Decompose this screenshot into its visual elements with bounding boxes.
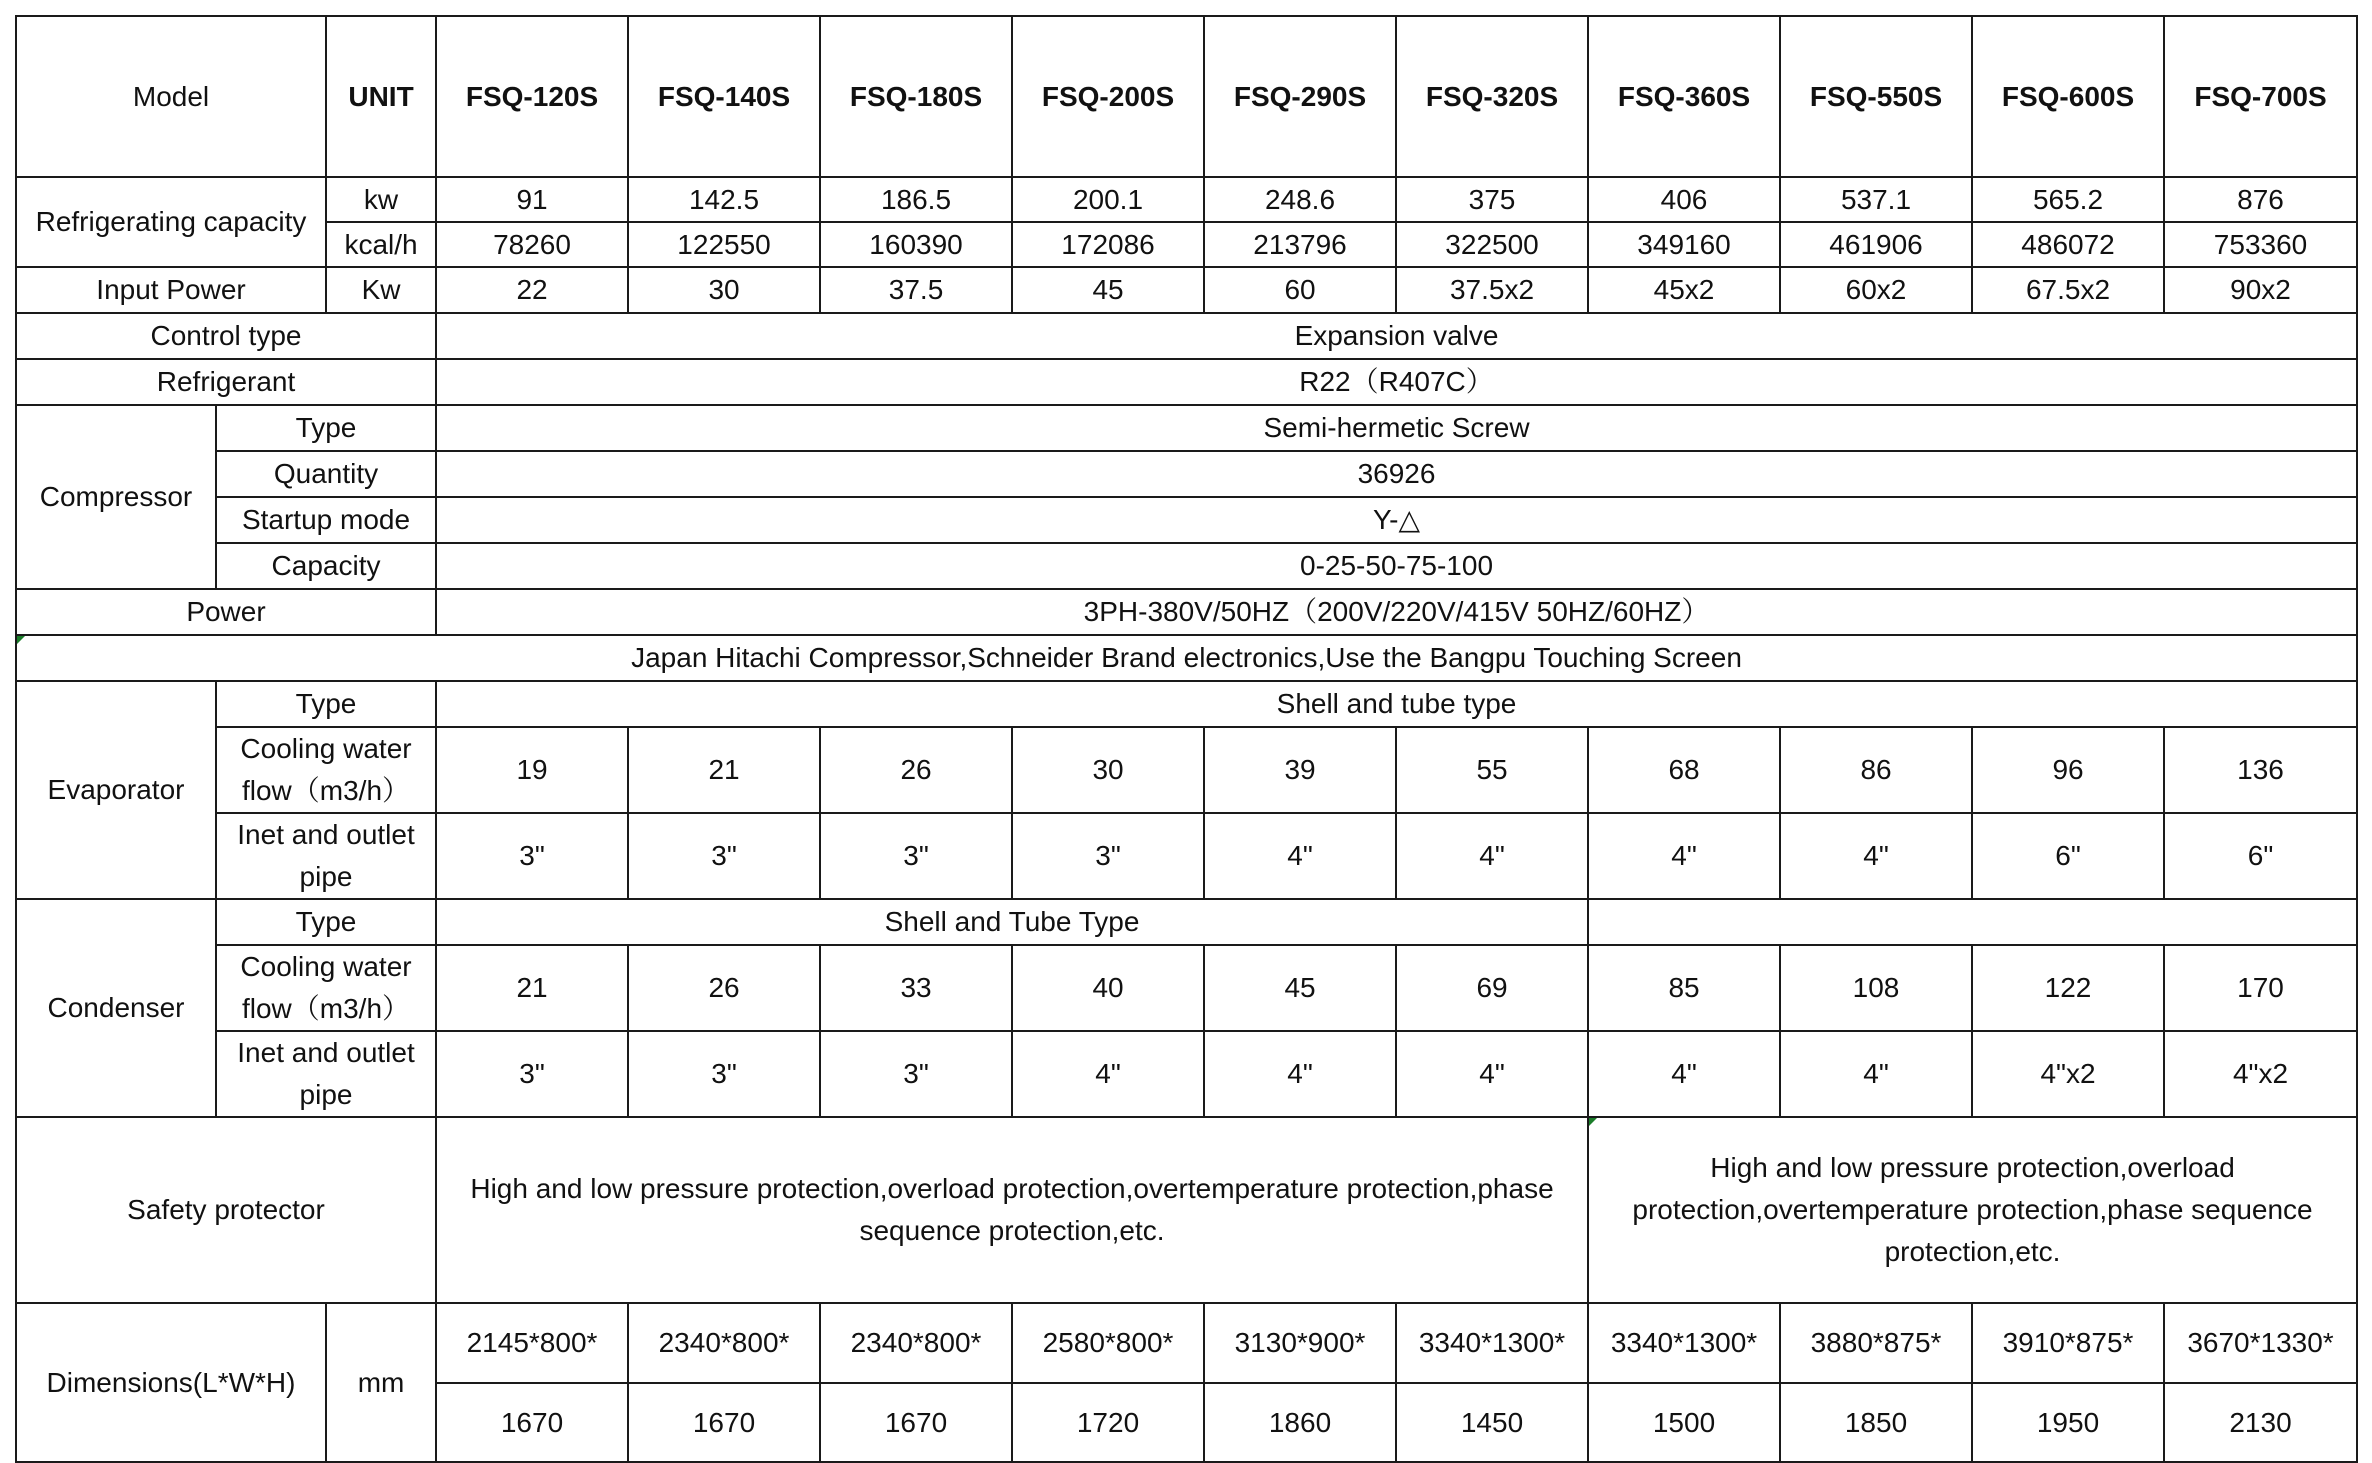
unit-cell: kw bbox=[326, 177, 436, 222]
header-row bbox=[16, 16, 2357, 177]
compressor-quantity-label: Quantity bbox=[216, 451, 436, 497]
evaporator-type-label: Type bbox=[216, 681, 436, 727]
power-label: Power bbox=[16, 589, 436, 635]
value-cell: 68 bbox=[1588, 727, 1780, 813]
value-cell: 3" bbox=[436, 813, 628, 899]
value-cell: 1950 bbox=[1972, 1383, 2164, 1462]
unit-label: UNIT bbox=[326, 16, 436, 177]
value-cell: 90x2 bbox=[2164, 267, 2357, 313]
value-cell: 33 bbox=[820, 945, 1012, 1031]
value-cell: 1860 bbox=[1204, 1383, 1396, 1462]
value-cell: 4" bbox=[1780, 1031, 1972, 1117]
value-cell: 3880*875* bbox=[1780, 1303, 1972, 1383]
refrigerating-label: Refrigerating capacity bbox=[16, 177, 326, 267]
condenser-pipe-row bbox=[16, 1031, 2357, 1117]
refrigerant-value: R22（R407C） bbox=[436, 359, 2357, 405]
control-type-row bbox=[16, 313, 2357, 359]
compressor-label: Compressor bbox=[16, 405, 216, 589]
value-cell: 6" bbox=[2164, 813, 2357, 899]
control-type-value: Expansion valve bbox=[436, 313, 2357, 359]
value-cell: 4" bbox=[1780, 813, 1972, 899]
value-cell: 37.5x2 bbox=[1396, 267, 1588, 313]
value-cell: 2580*800* bbox=[1012, 1303, 1204, 1383]
control-type-label: Control type bbox=[16, 313, 436, 359]
value-cell: 37.5 bbox=[820, 267, 1012, 313]
evaporator-type-value: Shell and tube type bbox=[436, 681, 2357, 727]
value-cell: 461906 bbox=[1780, 222, 1972, 267]
compressor-startup-label: Startup mode bbox=[216, 497, 436, 543]
value-cell: 213796 bbox=[1204, 222, 1396, 267]
value-cell: 753360 bbox=[2164, 222, 2357, 267]
value-cell: 565.2 bbox=[1972, 177, 2164, 222]
refrigerant-label: Refrigerant bbox=[16, 359, 436, 405]
value-cell: 3" bbox=[628, 813, 820, 899]
condenser-type-value: Shell and Tube Type bbox=[436, 899, 1588, 945]
value-cell: 248.6 bbox=[1204, 177, 1396, 222]
value-cell: 4" bbox=[1204, 1031, 1396, 1117]
value-cell: 1670 bbox=[628, 1383, 820, 1462]
value-cell: 30 bbox=[1012, 727, 1204, 813]
value-cell: 1670 bbox=[436, 1383, 628, 1462]
evaporator-type-row bbox=[16, 681, 2357, 727]
value-cell: 186.5 bbox=[820, 177, 1012, 222]
value-cell: 122 bbox=[1972, 945, 2164, 1031]
evaporator-flow-row bbox=[16, 727, 2357, 813]
value-cell: 6" bbox=[1972, 813, 2164, 899]
value-cell: 4" bbox=[1396, 813, 1588, 899]
value-cell: 142.5 bbox=[628, 177, 820, 222]
model-name: FSQ-700S bbox=[2164, 16, 2357, 177]
note-row bbox=[16, 635, 2357, 681]
value-cell: 85 bbox=[1588, 945, 1780, 1031]
dimensions-label: Dimensions(L*W*H) bbox=[16, 1303, 326, 1462]
model-name: FSQ-180S bbox=[820, 16, 1012, 177]
evaporator-label: Evaporator bbox=[16, 681, 216, 899]
power-row bbox=[16, 589, 2357, 635]
value-cell: 19 bbox=[436, 727, 628, 813]
value-cell: 136 bbox=[2164, 727, 2357, 813]
value-cell: 406 bbox=[1588, 177, 1780, 222]
condenser-type-label: Type bbox=[216, 899, 436, 945]
value-cell: 21 bbox=[436, 945, 628, 1031]
value-cell: 4"x2 bbox=[2164, 1031, 2357, 1117]
value-cell: 78260 bbox=[436, 222, 628, 267]
value-cell: 3" bbox=[820, 813, 1012, 899]
value-cell: 2145*800* bbox=[436, 1303, 628, 1383]
value-cell: 108 bbox=[1780, 945, 1972, 1031]
model-name: FSQ-120S bbox=[436, 16, 628, 177]
value-cell: 1500 bbox=[1588, 1383, 1780, 1462]
value-cell: 1850 bbox=[1780, 1383, 1972, 1462]
unit-cell: Kw bbox=[326, 267, 436, 313]
refrigerating-kw-row bbox=[16, 177, 2357, 222]
value-cell: 69 bbox=[1396, 945, 1588, 1031]
compressor-capacity-label: Capacity bbox=[216, 543, 436, 589]
evaporator-pipe-row bbox=[16, 813, 2357, 899]
value-cell: 86 bbox=[1780, 727, 1972, 813]
model-name: FSQ-200S bbox=[1012, 16, 1204, 177]
value-cell: 1670 bbox=[820, 1383, 1012, 1462]
value-cell: 3" bbox=[436, 1031, 628, 1117]
value-cell: 22 bbox=[436, 267, 628, 313]
condenser-flow-label: Cooling water flow（m3/h） bbox=[216, 945, 436, 1031]
value-cell: 322500 bbox=[1396, 222, 1588, 267]
value-cell: 3" bbox=[1012, 813, 1204, 899]
compressor-capacity-row bbox=[16, 543, 2357, 589]
value-cell: 3" bbox=[628, 1031, 820, 1117]
value-cell: 3670*1330* bbox=[2164, 1303, 2357, 1383]
value-cell: 1720 bbox=[1012, 1383, 1204, 1462]
value-cell: 2130 bbox=[2164, 1383, 2357, 1462]
evaporator-flow-label: Cooling water flow（m3/h） bbox=[216, 727, 436, 813]
note-text: Japan Hitachi Compressor,Schneider Brand electronics,Use the Bangpu Touching Screen bbox=[16, 635, 2357, 681]
value-cell: 172086 bbox=[1012, 222, 1204, 267]
value-cell: 2340*800* bbox=[820, 1303, 1012, 1383]
condenser-type-value-right bbox=[1588, 899, 2357, 945]
value-cell: 60 bbox=[1204, 267, 1396, 313]
value-cell: 4" bbox=[1588, 1031, 1780, 1117]
value-cell: 2340*800* bbox=[628, 1303, 820, 1383]
value-cell: 96 bbox=[1972, 727, 2164, 813]
safety-text-right: High and low pressure protection,overload protection,overtemperature protection,phase sequence protection,etc. bbox=[1588, 1117, 2357, 1303]
input-power-row bbox=[16, 267, 2357, 313]
value-cell: 3340*1300* bbox=[1588, 1303, 1780, 1383]
safety-row bbox=[16, 1117, 2357, 1303]
value-cell: 4" bbox=[1204, 813, 1396, 899]
model-label: Model bbox=[16, 16, 326, 177]
dimensions-unit: mm bbox=[326, 1303, 436, 1462]
value-cell: 45 bbox=[1204, 945, 1396, 1031]
value-cell: 40 bbox=[1012, 945, 1204, 1031]
value-cell: 4" bbox=[1396, 1031, 1588, 1117]
safety-label: Safety protector bbox=[16, 1117, 436, 1303]
condenser-type-row bbox=[16, 899, 2357, 945]
model-name: FSQ-290S bbox=[1204, 16, 1396, 177]
value-cell: 537.1 bbox=[1780, 177, 1972, 222]
model-name: FSQ-320S bbox=[1396, 16, 1588, 177]
model-name: FSQ-360S bbox=[1588, 16, 1780, 177]
value-cell: 67.5x2 bbox=[1972, 267, 2164, 313]
value-cell: 30 bbox=[628, 267, 820, 313]
value-cell: 486072 bbox=[1972, 222, 2164, 267]
compressor-startup-row bbox=[16, 497, 2357, 543]
value-cell: 21 bbox=[628, 727, 820, 813]
value-cell: 3910*875* bbox=[1972, 1303, 2164, 1383]
value-cell: 200.1 bbox=[1012, 177, 1204, 222]
compressor-quantity-value: 36926 bbox=[436, 451, 2357, 497]
power-value: 3PH-380V/50HZ（200V/220V/415V 50HZ/60HZ） bbox=[436, 589, 2357, 635]
condenser-flow-row bbox=[16, 945, 2357, 1031]
value-cell: 45 bbox=[1012, 267, 1204, 313]
compressor-startup-value: Y-△ bbox=[436, 497, 2357, 543]
compressor-quantity-row bbox=[16, 451, 2357, 497]
compressor-type-value: Semi-hermetic Screw bbox=[436, 405, 2357, 451]
value-cell: 55 bbox=[1396, 727, 1588, 813]
value-cell: 26 bbox=[820, 727, 1012, 813]
value-cell: 91 bbox=[436, 177, 628, 222]
value-cell: 170 bbox=[2164, 945, 2357, 1031]
unit-cell: kcal/h bbox=[326, 222, 436, 267]
value-cell: 39 bbox=[1204, 727, 1396, 813]
value-cell: 45x2 bbox=[1588, 267, 1780, 313]
value-cell: 26 bbox=[628, 945, 820, 1031]
value-cell: 3340*1300* bbox=[1396, 1303, 1588, 1383]
compressor-type-label: Type bbox=[216, 405, 436, 451]
dimensions-lw-row bbox=[16, 1303, 2357, 1383]
value-cell: 375 bbox=[1396, 177, 1588, 222]
model-name: FSQ-600S bbox=[1972, 16, 2164, 177]
value-cell: 60x2 bbox=[1780, 267, 1972, 313]
compressor-capacity-value: 0-25-50-75-100 bbox=[436, 543, 2357, 589]
value-cell: 349160 bbox=[1588, 222, 1780, 267]
model-name: FSQ-550S bbox=[1780, 16, 1972, 177]
refrigerant-row bbox=[16, 359, 2357, 405]
value-cell: 160390 bbox=[820, 222, 1012, 267]
value-cell: 3130*900* bbox=[1204, 1303, 1396, 1383]
spec-table bbox=[15, 15, 2358, 1463]
value-cell: 4"x2 bbox=[1972, 1031, 2164, 1117]
value-cell: 122550 bbox=[628, 222, 820, 267]
model-name: FSQ-140S bbox=[628, 16, 820, 177]
condenser-pipe-label: Inet and outlet pipe bbox=[216, 1031, 436, 1117]
condenser-label: Condenser bbox=[16, 899, 216, 1117]
refrigerating-kcal-row bbox=[16, 222, 2357, 267]
compressor-type-row bbox=[16, 405, 2357, 451]
value-cell: 4" bbox=[1012, 1031, 1204, 1117]
input-power-label: Input Power bbox=[16, 267, 326, 313]
evaporator-pipe-label: Inet and outlet pipe bbox=[216, 813, 436, 899]
value-cell: 1450 bbox=[1396, 1383, 1588, 1462]
value-cell: 3" bbox=[820, 1031, 1012, 1117]
value-cell: 4" bbox=[1588, 813, 1780, 899]
safety-text-left: High and low pressure protection,overload protection,overtemperature protection,phase sequence protection,etc. bbox=[436, 1117, 1588, 1303]
value-cell: 876 bbox=[2164, 177, 2357, 222]
